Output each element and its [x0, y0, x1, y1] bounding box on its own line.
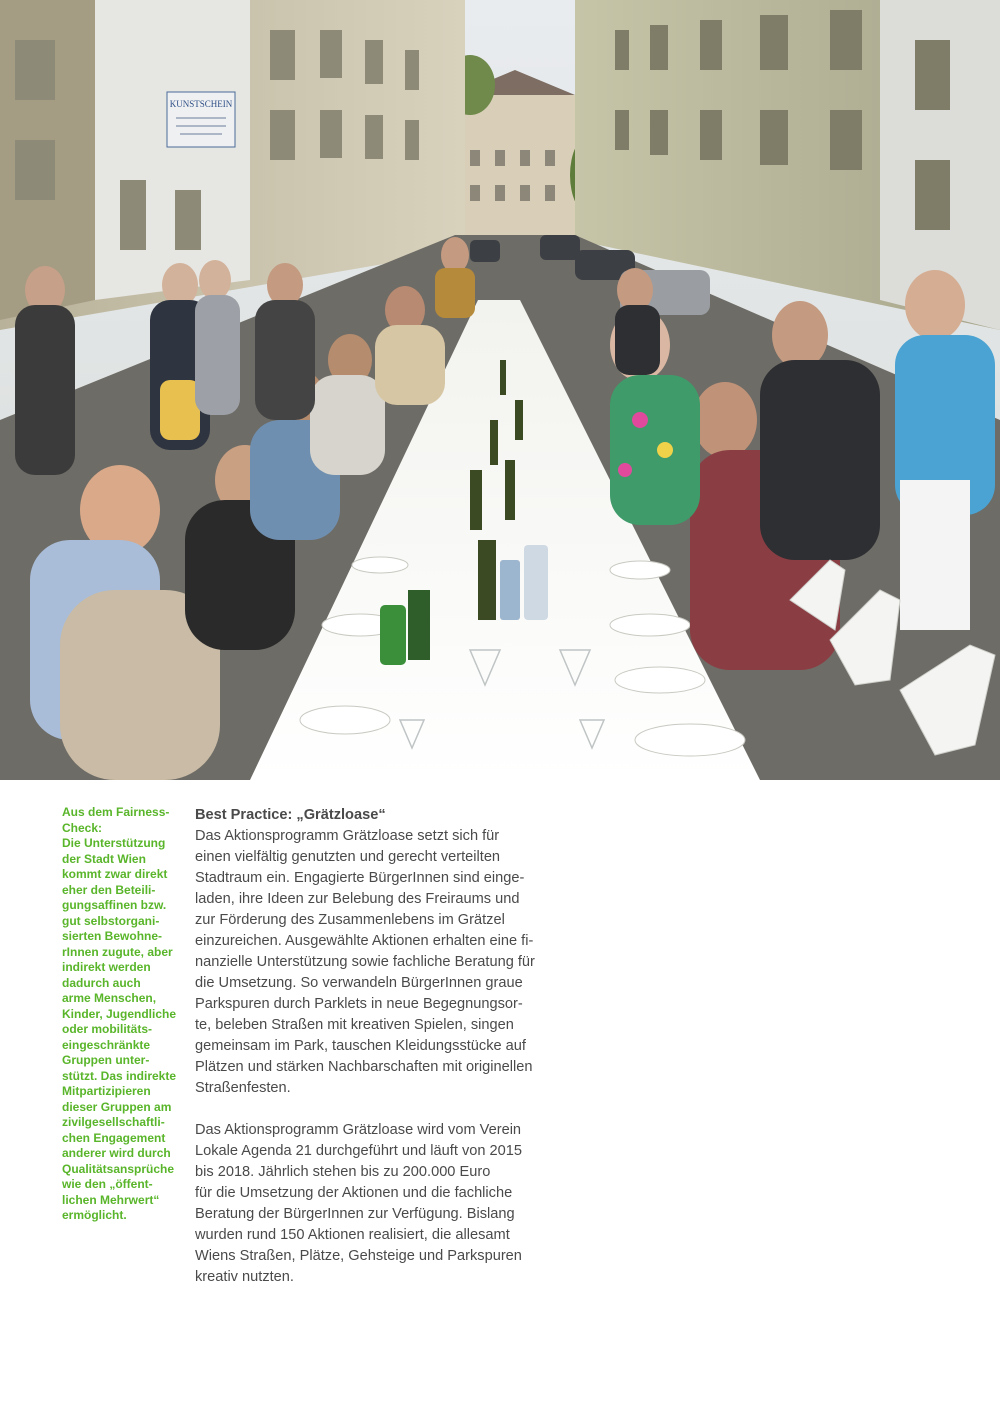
text-line: Straßenfesten.: [195, 1080, 291, 1096]
text-line: sierten Bewohne-: [62, 929, 163, 943]
text-line: kommt zwar direkt: [62, 867, 168, 881]
text-line: gemeinsam im Park, tauschen Kleidungsstücke auf: [195, 1038, 526, 1054]
article: [195, 805, 540, 1288]
text-line: laden, ihre Ideen zur Belebung des Freiraums und: [195, 891, 520, 907]
text-line: ermöglicht.: [62, 1208, 127, 1222]
shop-sign-text: KUNSTSCHEIN: [169, 99, 233, 109]
text-line: arme Menschen,: [62, 991, 157, 1005]
text-line: gut selbstorgani-: [62, 913, 160, 928]
article-title: Best Practice: „Grätzloase“: [195, 807, 386, 823]
text-line: für die Umsetzung der Aktionen und die fachliche: [195, 1185, 513, 1201]
text-line: stützt. Das indirekte: [62, 1068, 177, 1083]
text-line: Das Aktionsprogramm Grätzloase wird vom Verein: [195, 1122, 522, 1138]
text-line: Die Unterstützung: [62, 836, 166, 850]
text-line: nanzielle Unterstützung sowie fachliche Beratung für: [195, 954, 535, 970]
text-line: der Stadt Wien: [62, 851, 146, 866]
text-line: wie den „öffent-: [62, 1177, 153, 1191]
text-line: dieser Gruppen am: [62, 1099, 172, 1114]
text-line: Beratung der BürgerInnen zur Verfügung. Bislang: [195, 1206, 515, 1222]
text-line: Lokale Agenda 21 durchgeführt und läuft von 2015: [195, 1143, 522, 1159]
text-line: eher den Beteili-: [62, 882, 156, 897]
text-line: Check:: [62, 820, 103, 835]
text-line: oder mobilitäts-: [62, 1022, 153, 1036]
text-line: Plätzen und stärken Nachbarschaften mit originellen: [195, 1059, 533, 1075]
text-line: bis 2018. Jährlich stehen bis zu 200.000 Euro: [195, 1164, 491, 1180]
text-line: Aus dem Fairness-: [62, 805, 170, 819]
text-line: Das Aktionsprogramm Grätzloase setzt sich für: [195, 828, 500, 844]
text-line: einzureichen. Ausgewählte Aktionen erhalten eine fi-: [195, 933, 534, 949]
text-line: Gruppen unter-: [62, 1053, 150, 1067]
text-line: rInnen zugute, aber: [62, 944, 173, 959]
fairness-check-sidebar: [62, 805, 177, 1224]
text-line: Mitpartizipieren: [62, 1084, 151, 1098]
text-line: wurden rund 150 Aktionen realisiert, die allesamt: [195, 1227, 510, 1243]
text-line: Qualitätsansprüche: [62, 1161, 175, 1176]
article-paragraph-2: [195, 1120, 540, 1288]
text-line: te, beleben Straßen mit kreativen Spielen, singen: [195, 1017, 514, 1033]
text-line: kreativ nutzten.: [195, 1269, 294, 1285]
text-line: gungsaffinen bzw.: [62, 898, 167, 912]
text-line: lichen Mehrwert“: [62, 1192, 160, 1207]
text-line: Kinder, Jugendliche: [62, 1006, 177, 1021]
text-line: Wiens Straßen, Plätze, Gehsteige und Parkspuren: [195, 1248, 522, 1264]
text-line: eingeschränkte: [62, 1037, 151, 1052]
text-line: dadurch auch: [62, 975, 141, 990]
text-line: chen Engagement: [62, 1130, 166, 1145]
article-paragraph-1: [195, 826, 540, 1099]
text-line: zur Förderung des Zusammenlebens im Grätzel: [195, 912, 505, 928]
text-line: Parkspuren durch Parklets in neue Begegnungsor-: [195, 996, 523, 1012]
text-line: indirekt werden: [62, 960, 151, 974]
text-line: die Umsetzung. So verwandeln BürgerInnen graue: [195, 975, 523, 991]
text-line: Stadtraum ein. Engagierte BürgerInnen sind einge-: [195, 870, 525, 886]
text-line: zivilgesellschaftli-: [62, 1115, 165, 1129]
text-line: einen vielfältig genutzten und gerecht verteilten: [195, 849, 501, 865]
text-line: anderer wird durch: [62, 1146, 171, 1160]
